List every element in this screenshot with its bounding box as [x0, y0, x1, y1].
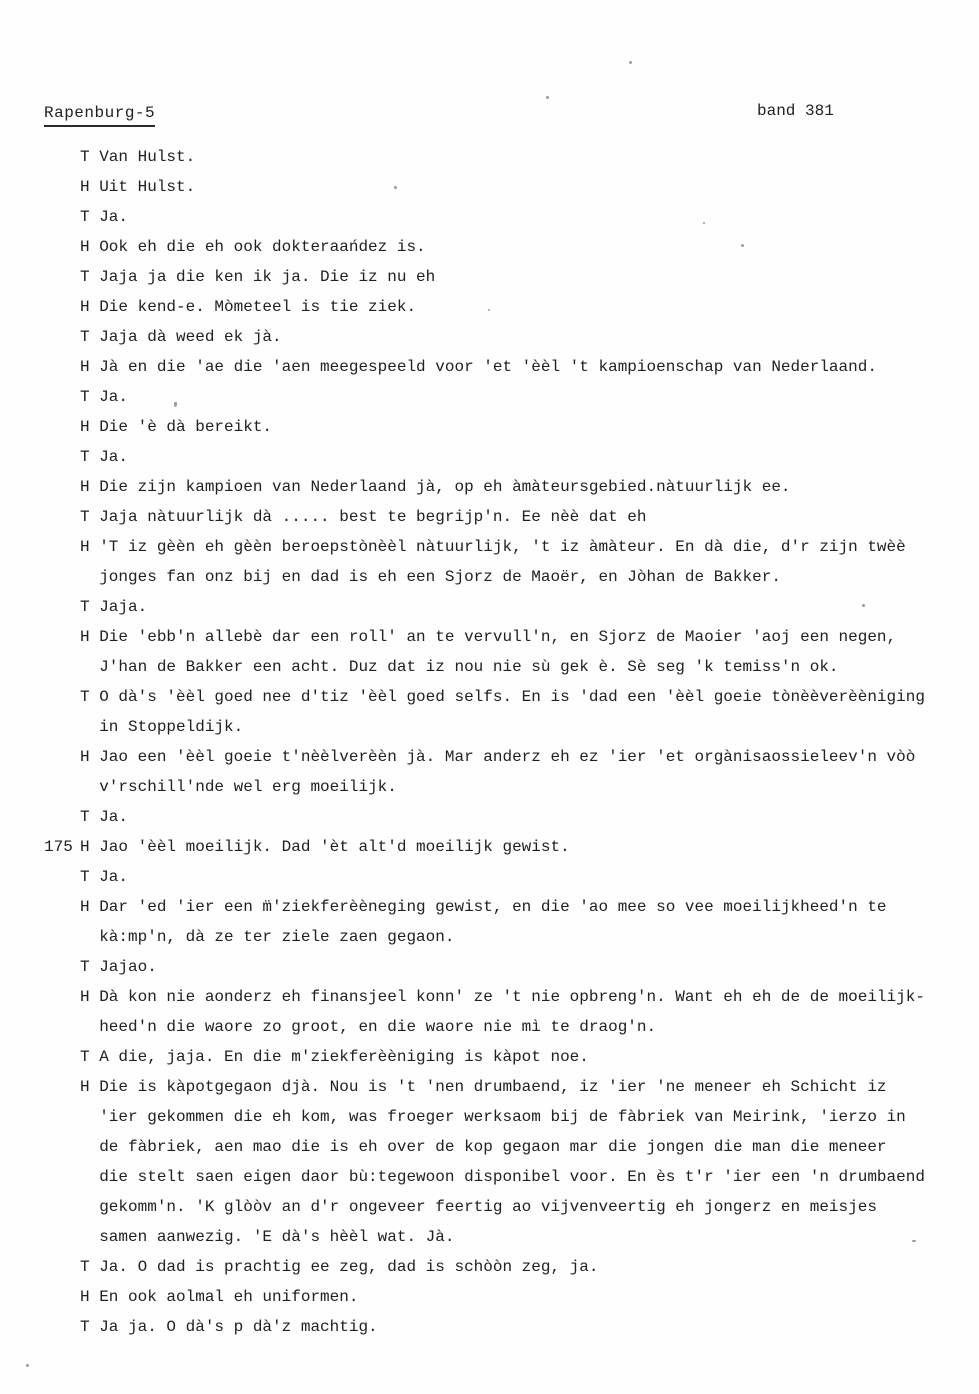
transcript-line	[0, 952, 979, 982]
line-text: Ja ja. O dà's p dà'z machtig.	[99, 1318, 378, 1336]
line-text: kà:mp'n, dà ze ter ziele zaen gegaon.	[99, 928, 455, 946]
speaker-label: T	[80, 1048, 90, 1066]
transcript-line	[0, 1252, 979, 1282]
speaker-label: H	[80, 748, 90, 766]
transcript-line	[0, 1072, 979, 1102]
speaker-label: T	[80, 448, 90, 466]
paper-speck	[488, 309, 490, 311]
line-text: Ja.	[99, 388, 129, 406]
line-text: Ja.	[99, 208, 129, 226]
transcript-body	[0, 142, 979, 1342]
transcript-line	[0, 862, 979, 892]
page-header	[0, 104, 979, 134]
speaker-label: H	[80, 898, 90, 916]
transcript-line	[0, 322, 979, 352]
line-text: v'rschill'nde wel erg moeilijk.	[99, 778, 397, 796]
transcript-line	[0, 1192, 979, 1222]
speaker-label: H	[80, 238, 90, 256]
transcript-line	[0, 682, 979, 712]
transcript-line	[0, 832, 979, 862]
transcript-line	[0, 802, 979, 832]
speaker-label: T	[80, 1258, 90, 1276]
speaker-label: T	[80, 958, 90, 976]
transcript-line	[0, 892, 979, 922]
transcript-line	[0, 172, 979, 202]
transcript-line	[0, 1042, 979, 1072]
line-text: Ja.	[99, 448, 129, 466]
transcript-line	[0, 202, 979, 232]
line-text: Die 'ebb'n allebè dar een roll' an te vervull'n, en Sjorz de Maoier 'aoj een negen,	[99, 628, 897, 646]
line-text: heed'n die waore zo groot, en die waore nie mì te draog'n.	[99, 1018, 657, 1036]
transcript-line	[0, 472, 979, 502]
line-text: Ja.	[99, 808, 129, 826]
paper-speck	[862, 604, 865, 607]
line-text: Die zijn kampioen van Nederlaand jà, op eh àmàteursgebied.nàtuurlijk ee.	[99, 478, 791, 496]
paper-speck	[26, 1364, 29, 1367]
transcript-line	[0, 652, 979, 682]
line-text: Jao een 'èèl goeie t'nèèlverèèn jà. Mar anderz eh ez 'ier 'et orgànisaossieleev'n vòò	[99, 748, 916, 766]
line-text: in Stoppeldijk.	[99, 718, 244, 736]
speaker-label: H	[80, 478, 90, 496]
line-text: A die, jaja. En die m'ziekferèèniging is kàpot noe.	[99, 1048, 589, 1066]
transcript-line	[0, 352, 979, 382]
line-text: En ook aolmal eh uniformen.	[99, 1288, 359, 1306]
line-text: 'ier gekommen die eh kom, was froeger werksaom bij de fàbriek van Meirink, 'ierzo in	[99, 1108, 906, 1126]
line-text: Ja. O dad is prachtig ee zeg, dad is schòòn zeg, ja.	[99, 1258, 599, 1276]
speaker-label: T	[80, 508, 90, 526]
line-text: Jao 'èèl moeilijk. Dad 'èt alt'd moeilijk gewist.	[99, 838, 570, 856]
transcript-line	[0, 922, 979, 952]
paper-speck	[546, 96, 549, 99]
line-number: 175	[44, 838, 73, 856]
transcript-line	[0, 772, 979, 802]
speaker-label: T	[80, 148, 90, 166]
line-text: jonges fan onz bij en dad is eh een Sjorz de Maoër, en Jòhan de Bakker.	[99, 568, 781, 586]
line-text: Uit Hulst.	[99, 178, 196, 196]
transcript-line	[0, 712, 979, 742]
line-text: Jà en die 'ae die 'aen meegespeeld voor 'et 'èèl 't kampioenschap van Nederlaand.	[99, 358, 877, 376]
paper-speck	[912, 1240, 916, 1242]
paper-speck	[629, 61, 632, 64]
line-text: Die 'è dà bereikt.	[99, 418, 273, 436]
speaker-label: H	[80, 628, 90, 646]
paper-speck	[394, 186, 397, 189]
line-text: Jaja dà weed ek jà.	[99, 328, 282, 346]
transcript-line	[0, 442, 979, 472]
speaker-label: T	[80, 328, 90, 346]
paper-speck	[741, 244, 744, 247]
transcript-line	[0, 562, 979, 592]
line-text: die stelt saen eigen daor bù:tegewoon disponibel voor. En ès t'r 'ier een 'n drumbaend	[99, 1168, 925, 1186]
line-text: Dà kon nie aonderz eh finansjeel konn' ze 't nie opbreng'n. Want eh eh de de moeilijk-	[99, 988, 925, 1006]
transcript-line	[0, 1012, 979, 1042]
line-text: J'han de Bakker een acht. Duz dat iz nou nie sù gek è. Sè seg 'k temiss'n ok.	[99, 658, 839, 676]
speaker-label: H	[80, 358, 90, 376]
transcript-line	[0, 1102, 979, 1132]
transcript-line	[0, 232, 979, 262]
speaker-label: T	[80, 1318, 90, 1336]
line-text: Ja.	[99, 868, 129, 886]
paper-speck	[174, 402, 177, 407]
speaker-label: H	[80, 538, 90, 556]
transcript-line	[0, 1162, 979, 1192]
speaker-label: H	[80, 298, 90, 316]
line-text: Jaja ja die ken ik ja. Die iz nu eh	[99, 268, 436, 286]
transcript-line	[0, 1222, 979, 1252]
band-number-label: band 381	[757, 102, 834, 120]
speaker-label: T	[80, 208, 90, 226]
line-text: gekomm'n. 'K glòòv an d'r ongeveer feertig ao vijvenveertig eh jongerz en meisjes	[99, 1198, 877, 1216]
transcript-line	[0, 262, 979, 292]
speaker-label: T	[80, 808, 90, 826]
line-text: Van Hulst.	[99, 148, 196, 166]
line-text: Die is kàpotgegaon djà. Nou is 't 'nen drumbaend, iz 'ier 'ne meneer eh Schicht iz	[99, 1078, 887, 1096]
transcript-line	[0, 1312, 979, 1342]
line-text: Die kend-e. Mòmeteel is tie ziek.	[99, 298, 417, 316]
transcript-line	[0, 382, 979, 412]
speaker-label: H	[80, 1288, 90, 1306]
speaker-label: T	[80, 688, 90, 706]
transcript-line	[0, 982, 979, 1012]
line-text: Jaja nàtuurlijk dà ..... best te begrijp'n. Ee nèè dat eh	[99, 508, 647, 526]
speaker-label: H	[80, 988, 90, 1006]
transcript-line	[0, 502, 979, 532]
speaker-label: T	[80, 388, 90, 406]
line-text: O dà's 'èèl goed nee d'tiz 'èèl goed selfs. En is 'dad een 'èèl goeie tònèèverèèniging	[99, 688, 925, 706]
line-text: Dar 'ed 'ier een m̈'ziekferèèneging gewist, en die 'ao mee so vee moeilijkheed'n te	[99, 898, 887, 916]
line-text: Jajao.	[99, 958, 157, 976]
speaker-label: T	[80, 268, 90, 286]
transcript-line	[0, 412, 979, 442]
line-text: Jaja.	[99, 598, 148, 616]
speaker-label: H	[80, 1078, 90, 1096]
line-text: 'T iz gèèn eh gèèn beroepstònèèl nàtuurlijk, 't iz àmàteur. En dà die, d'r zijn twèè	[99, 538, 906, 556]
transcript-line	[0, 532, 979, 562]
transcript-line	[0, 142, 979, 172]
transcript-line	[0, 592, 979, 622]
speaker-label: H	[80, 838, 90, 856]
speaker-label: H	[80, 178, 90, 196]
transcript-line	[0, 622, 979, 652]
transcript-line	[0, 1282, 979, 1312]
line-text: de fàbriek, aen mao die is eh over de kop gegaon mar die jongen die man die meneer	[99, 1138, 887, 1156]
transcript-line	[0, 742, 979, 772]
speaker-label: T	[80, 598, 90, 616]
line-text: samen aanwezig. 'E dà's hèèl wat. Jà.	[99, 1228, 455, 1246]
line-text: Ook eh die eh ook dokteraańdez is.	[99, 238, 426, 256]
transcript-line	[0, 292, 979, 322]
paper-speck	[703, 222, 705, 224]
speaker-label: T	[80, 868, 90, 886]
transcript-line	[0, 1132, 979, 1162]
speaker-label: H	[80, 418, 90, 436]
page-title: Rapenburg-5	[44, 104, 155, 127]
